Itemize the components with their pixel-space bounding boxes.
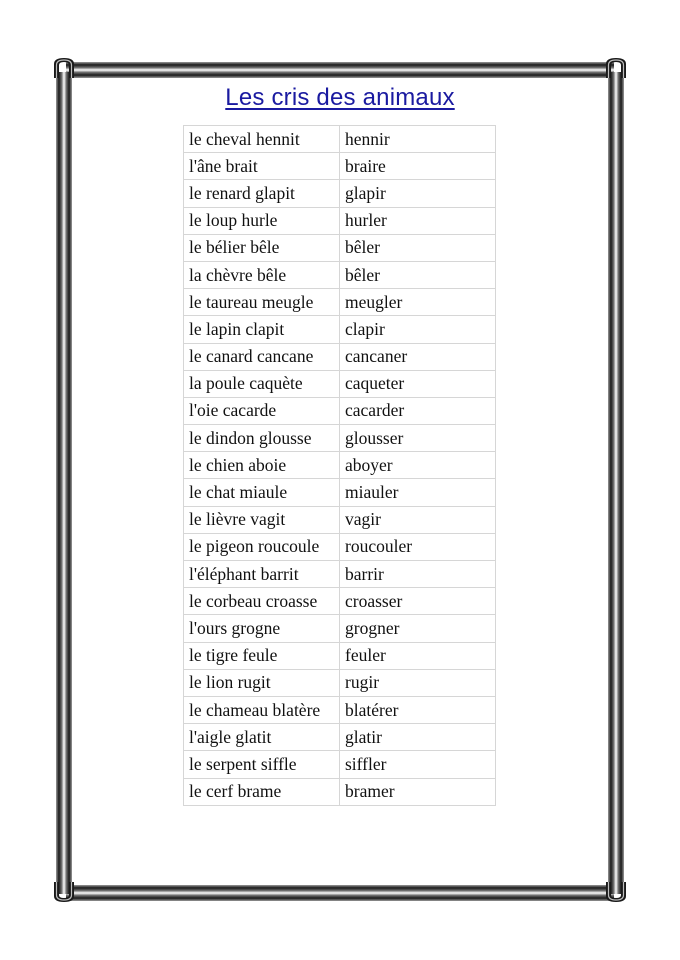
animal-phrase-cell: la chèvre bêle — [184, 261, 340, 288]
frame-bottom-border — [66, 885, 614, 901]
table-row — [184, 724, 496, 751]
animal-phrase-cell: le lion rugit — [184, 669, 340, 696]
animal-phrase-cell: le canard cancane — [184, 343, 340, 370]
table-body — [184, 126, 496, 806]
verb-cell: meugler — [340, 289, 496, 316]
animal-phrase-cell: le lapin clapit — [184, 316, 340, 343]
verb-cell: rugir — [340, 669, 496, 696]
verb-cell: miauler — [340, 479, 496, 506]
table-row — [184, 397, 496, 424]
animal-phrase-cell: le cheval hennit — [184, 126, 340, 153]
table-row — [184, 343, 496, 370]
table-row — [184, 751, 496, 778]
frame-corner-ornament-icon — [52, 880, 76, 904]
verb-cell: croasser — [340, 588, 496, 615]
animal-phrase-cell: l'oie cacarde — [184, 397, 340, 424]
table-row — [184, 261, 496, 288]
table-row — [184, 126, 496, 153]
animal-phrase-cell: le chameau blatère — [184, 696, 340, 723]
verb-cell: siffler — [340, 751, 496, 778]
animal-phrase-cell: le pigeon roucoule — [184, 533, 340, 560]
verb-cell: hurler — [340, 207, 496, 234]
table-row — [184, 615, 496, 642]
frame-corner-ornament-icon — [52, 56, 76, 80]
page-title: Les cris des animaux — [225, 84, 455, 111]
verb-cell: hennir — [340, 126, 496, 153]
table-row — [184, 533, 496, 560]
verb-cell: aboyer — [340, 452, 496, 479]
table-row — [184, 669, 496, 696]
table-row — [184, 642, 496, 669]
animal-phrase-cell: l'âne brait — [184, 153, 340, 180]
frame-top-border — [66, 62, 614, 78]
verb-cell: braire — [340, 153, 496, 180]
table-row — [184, 696, 496, 723]
table-row — [184, 370, 496, 397]
table-row — [184, 425, 496, 452]
animal-phrase-cell: le chien aboie — [184, 452, 340, 479]
verb-cell: cacarder — [340, 397, 496, 424]
table-row — [184, 506, 496, 533]
animal-phrase-cell: le chat miaule — [184, 479, 340, 506]
table-row — [184, 153, 496, 180]
table-row — [184, 207, 496, 234]
verb-cell: bêler — [340, 234, 496, 261]
verb-cell: bramer — [340, 778, 496, 805]
animal-phrase-cell: le cerf brame — [184, 778, 340, 805]
animal-cries-table — [183, 125, 496, 806]
verb-cell: feuler — [340, 642, 496, 669]
verb-cell: clapir — [340, 316, 496, 343]
animal-phrase-cell: le serpent siffle — [184, 751, 340, 778]
verb-cell: glapir — [340, 180, 496, 207]
table-row — [184, 316, 496, 343]
table-row — [184, 588, 496, 615]
table-row — [184, 561, 496, 588]
verb-cell: glatir — [340, 724, 496, 751]
table-row — [184, 289, 496, 316]
animal-phrase-cell: l'ours grogne — [184, 615, 340, 642]
animal-phrase-cell: la poule caquète — [184, 370, 340, 397]
animal-phrase-cell: l'aigle glatit — [184, 724, 340, 751]
frame-corner-ornament-icon — [604, 56, 628, 80]
table-row — [184, 180, 496, 207]
animal-phrase-cell: le bélier bêle — [184, 234, 340, 261]
verb-cell: cancaner — [340, 343, 496, 370]
verb-cell: vagir — [340, 506, 496, 533]
table-row — [184, 778, 496, 805]
frame-right-border — [608, 72, 624, 894]
animal-phrase-cell: le tigre feule — [184, 642, 340, 669]
table-row — [184, 452, 496, 479]
table-row — [184, 234, 496, 261]
animal-phrase-cell: le taureau meugle — [184, 289, 340, 316]
verb-cell: glousser — [340, 425, 496, 452]
animal-phrase-cell: le dindon glousse — [184, 425, 340, 452]
animal-phrase-cell: le loup hurle — [184, 207, 340, 234]
verb-cell: grogner — [340, 615, 496, 642]
verb-cell: blatérer — [340, 696, 496, 723]
animal-phrase-cell: le renard glapit — [184, 180, 340, 207]
animal-phrase-cell: le lièvre vagit — [184, 506, 340, 533]
verb-cell: caqueter — [340, 370, 496, 397]
verb-cell: roucouler — [340, 533, 496, 560]
verb-cell: bêler — [340, 261, 496, 288]
verb-cell: barrir — [340, 561, 496, 588]
frame-left-border — [56, 72, 72, 894]
frame-corner-ornament-icon — [604, 880, 628, 904]
animal-phrase-cell: l'éléphant barrit — [184, 561, 340, 588]
table-row — [184, 479, 496, 506]
animal-phrase-cell: le corbeau croasse — [184, 588, 340, 615]
